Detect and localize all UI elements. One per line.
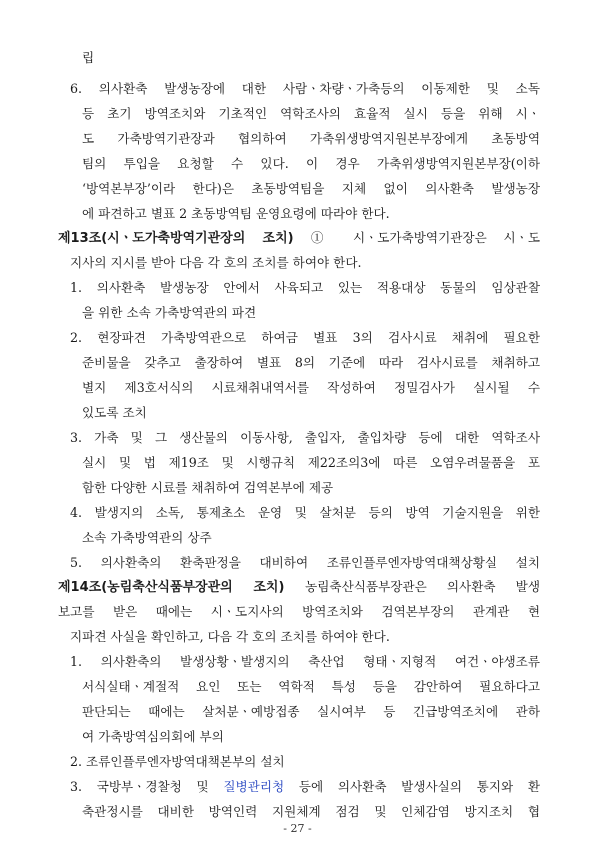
body-line [82, 106, 540, 122]
line-text: 축관정시를 대비한 방역인력 지원체계 점검 및 인체감염 방지조치 협 [82, 804, 540, 819]
body-line [70, 81, 540, 97]
body-line [82, 305, 287, 321]
line-text: 도 가축방역기관장과 협의하여 가축위생방역지원본부장에게 초동방역 [82, 131, 540, 146]
body-line [82, 704, 540, 720]
body-line [82, 405, 152, 421]
line-text: 가축 및 그 생산물의 이동사항, 출입자, 출입차량 등에 대한 역학조사 [94, 430, 540, 445]
item-number: 3. [70, 779, 97, 794]
body-line [82, 679, 540, 695]
line-text: ① 시ㆍ도가축방역기관장은 시ㆍ도 [310, 230, 540, 245]
body-line [82, 355, 540, 371]
line-text: 등 초기 방역조치와 기초적인 역학조사의 효율적 실시 등을 위해 시ㆍ [82, 106, 540, 121]
item-number: 5. [70, 555, 101, 570]
line-text: 농림축산식품부장관은 의사환축 발생 [305, 579, 540, 594]
body-line [82, 480, 382, 496]
body-line [82, 131, 540, 147]
item-number: 1. [70, 280, 97, 295]
body-line [70, 330, 540, 346]
line-text: 있도록 조치 [82, 405, 147, 420]
line-text: 팀의 투입을 요청할 수 있다. 이 경우 가축위생방역지원본부장(이하 [82, 156, 540, 171]
line-text: 지파견 사실을 확인하고, 다음 각 호의 조치를 하여야 한다. [70, 629, 390, 644]
body-line [82, 729, 252, 745]
body-line [70, 555, 540, 571]
body-line [82, 530, 242, 546]
body-line [70, 280, 540, 296]
body-line [70, 654, 540, 670]
body-line [58, 604, 540, 620]
item-number: 2. [70, 330, 98, 345]
line-text: 발생지의 소독, 통제초소 운영 및 살처분 등의 방역 기술지원을 위한 [94, 505, 540, 520]
body-line [70, 754, 310, 770]
line-text: 준비물을 갖추고 출장하여 별표 8의 기준에 따라 검사시료를 채취하고 [82, 355, 540, 370]
article-line [58, 579, 540, 596]
line-text: 조류인플루엔자방역대책본부의 설치 [86, 754, 285, 769]
body-line [70, 505, 540, 521]
line-text: 함한 다양한 시료를 채취하여 검역본부에 제공 [82, 480, 334, 495]
body-line [70, 629, 470, 645]
line-text-pre: 국방부ㆍ경찰청 및 [96, 779, 224, 794]
body-line [82, 380, 540, 396]
line-text: 지사의 지시를 받아 다음 각 호의 조치를 하여야 한다. [70, 255, 362, 270]
article-heading: 제14조(농림축산식품부장관의 조치) [58, 580, 306, 595]
body-line [70, 430, 540, 446]
line-text: 의사환축의 환축판정을 대비하여 조류인플루엔자방역대책상황실 설치 [100, 555, 540, 570]
body-line [82, 50, 122, 66]
line-text: 여 가축방역심의회에 부의 [82, 729, 224, 744]
line-text: 의사환축의 발생상황ㆍ발생지의 축산업 형태ㆍ지형적 여건ㆍ야생조류 [100, 654, 540, 669]
item-number: 4. [70, 505, 95, 520]
line-text: 실시 및 법 제19조 및 시행규칙 제22조의3에 따른 오염우려물품을 포 [82, 455, 540, 470]
line-text: 서식실태ㆍ계절적 요인 또는 역학적 특성 등을 감안하여 필요하다고 [82, 679, 540, 694]
line-text: 립 [82, 50, 95, 65]
line-text: 등에 의사환축 발생사실의 통지와 환 [284, 779, 540, 794]
line-text: 의사환축 발생농장에 대한 사람ㆍ차량ㆍ가축등의 이동제한 및 소독 [98, 81, 540, 96]
line-text: 소속 가축방역관의 상주 [82, 530, 212, 545]
body-line [70, 255, 430, 271]
body-line [82, 181, 540, 197]
item-number: 1. [70, 654, 101, 669]
item-number: 2. [70, 754, 87, 769]
item-number: 6. [70, 81, 99, 96]
line-text: 보고를 받은 때에는 시ㆍ도지사의 방역조치와 검역본부장의 관계관 현 [58, 604, 540, 619]
highlighted-term: 질병관리청 [223, 779, 285, 794]
line-text: 을 위한 소속 가축방역관의 파견 [82, 305, 257, 320]
line-text: 현장파견 가축방역관으로 하여금 별표 3의 검사시료 채취에 필요한 [97, 330, 540, 345]
page-number: - 27 - [283, 822, 312, 835]
body-line [82, 206, 462, 222]
line-text: 별지 제3호서식의 시료채취내역서를 작성하여 정밀검사가 실시될 수 [82, 380, 540, 395]
line-text: 에 파견하고 별표 2 초동방역팀 운영요령에 따라야 한다. [82, 206, 390, 221]
body-line [82, 156, 540, 172]
body-line [82, 804, 540, 820]
item-number: 3. [70, 430, 95, 445]
line-text: ‘방역본부장’이라 한다)은 초동방역팀을 지체 없이 의사환축 발생농장 [82, 181, 540, 196]
line-text: 의사환축 발생농장 안에서 사육되고 있는 적용대상 동물의 임상관찰 [96, 280, 540, 295]
line-text: 판단되는 때에는 살처분ㆍ예방접종 실시여부 등 긴급방역조치에 관하 [82, 704, 540, 719]
body-line [82, 455, 540, 471]
article-line [58, 230, 540, 247]
body-line [70, 779, 540, 795]
article-heading: 제13조(시ㆍ도가축방역기관장의 조치) [58, 231, 311, 246]
